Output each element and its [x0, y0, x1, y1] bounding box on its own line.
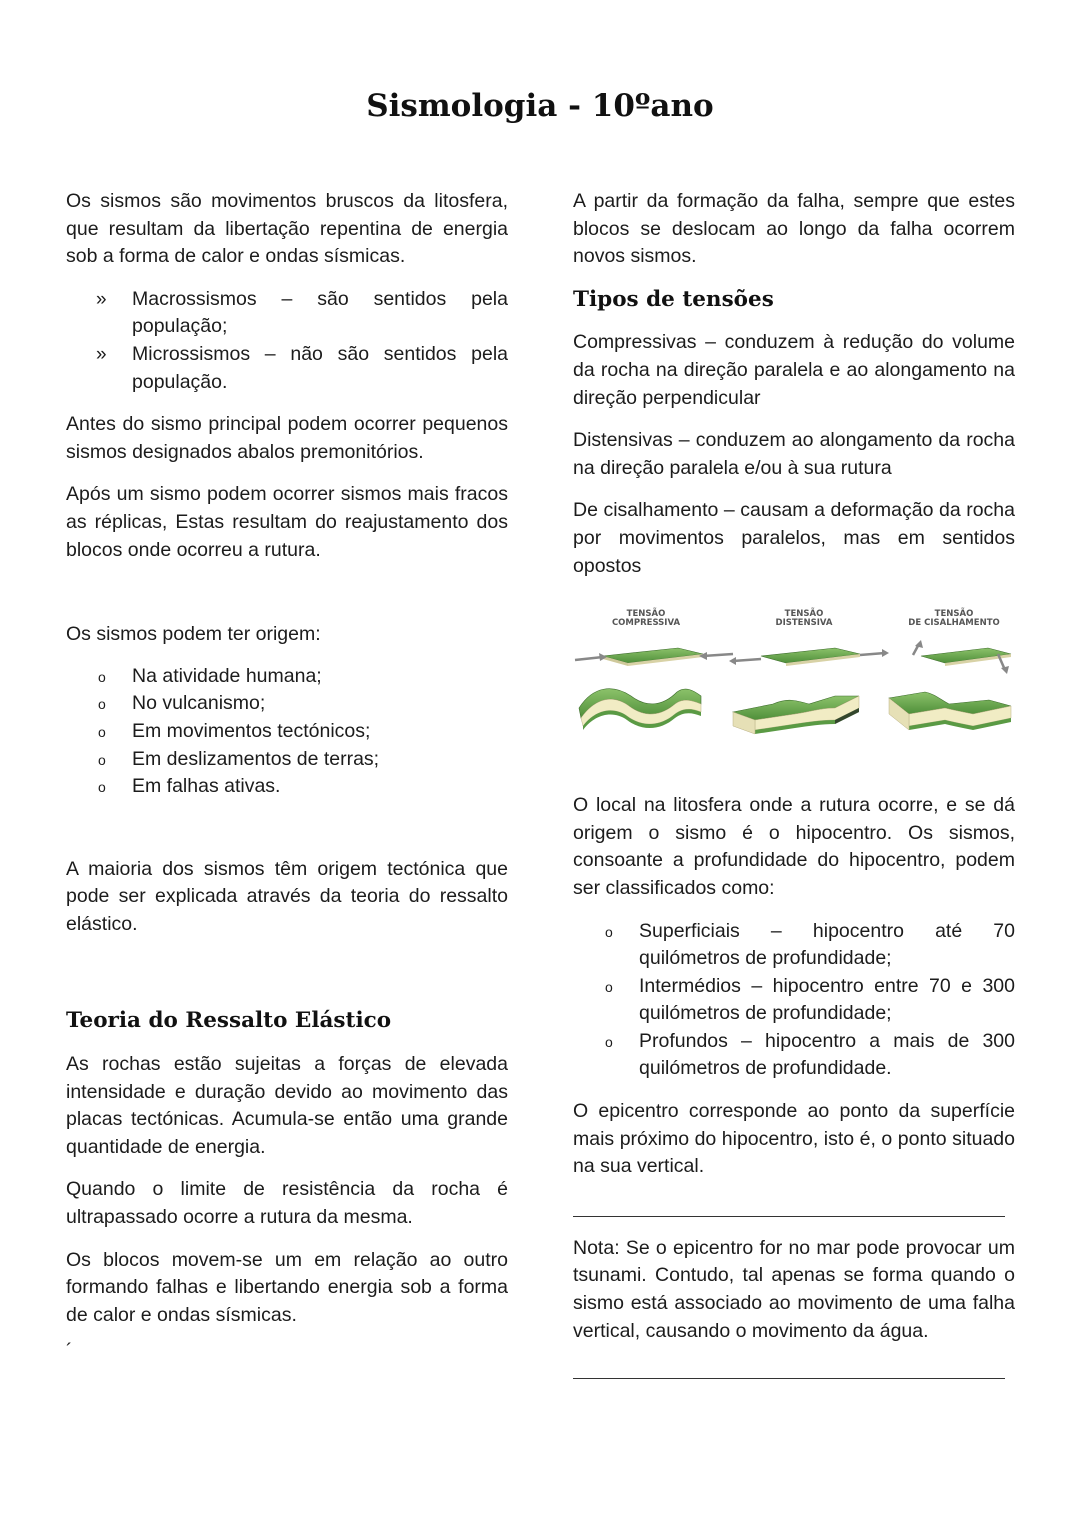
- blocks-paragraph: Os blocos movem-se um em relação ao outro formando falhas e libertando energia sob a forma de calor e ondas sísmicas.: [66, 1248, 508, 1326]
- list-item: o Profundos – hipocentro a mais de 300 quilómetros de profundidade.: [605, 1029, 1015, 1080]
- stray-mark: ´: [66, 1341, 73, 1363]
- origin-intro: Os sismos podem ter origem:: [66, 623, 321, 646]
- list-item: o Em deslizamentos de terras;: [66, 746, 508, 774]
- label-compressive-2: COMPRESSIVA: [611, 618, 681, 629]
- tensile-paragraph: Distensivas – conduzem ao alongamento da rocha na direção paralela e/ou à sua rutura: [573, 429, 1015, 479]
- circle-bullet-icon: o: [98, 751, 106, 768]
- origin-list: [66, 663, 508, 801]
- right-column: [573, 188, 1015, 1379]
- stress-diagram: [573, 604, 1015, 744]
- circle-bullet-icon: o: [98, 779, 106, 796]
- note-paragraph: Nota: Se o epicentro for no mar pode provocar um tsunami. Contudo, tal apenas se forma quando o sismo está associado ao movimento de uma falha vertical, causando o movimento da água.: [573, 1236, 1015, 1342]
- limit-paragraph: Quando o limite de resistência da rocha é ultrapassado ocorre a rutura da mesma.: [66, 1178, 508, 1229]
- hypocenter-paragraph: O local na litosfera onde a rutura ocorre, e se dá origem o sismo é o hipocentro. Os sismos, consoante a profundidade do hipocentro, podem ser classificados como:: [573, 794, 1015, 899]
- list-item: o Na atividade humana;: [66, 663, 508, 691]
- list-item: » Macrossismos – são sentidos pela população;: [96, 287, 508, 338]
- depth-classes-list: [573, 918, 1015, 1084]
- circle-bullet-icon: o: [98, 723, 106, 740]
- stress-types-figure: [573, 604, 1015, 744]
- list-item: o Superficiais – hipocentro até 70 quilómetros de profundidade;: [605, 919, 1015, 970]
- label-compressive-1: TENSÃO: [626, 609, 666, 620]
- list-item: » Microssismos – não são sentidos pela população.: [96, 342, 508, 393]
- tectonic-paragraph: A maioria dos sismos têm origem tectónica que pode ser explicada através da teoria do ressalto elástico.: [66, 857, 508, 935]
- section-heading-elastic-rebound: Teoria do Ressalto Elástico: [66, 1008, 392, 1034]
- label-tensile-1: TENSÃO: [784, 609, 824, 620]
- shear-block: [913, 640, 1011, 674]
- magnitude-list: [66, 286, 508, 396]
- circle-bullet-icon: o: [605, 978, 613, 995]
- tensile-fold: [733, 696, 859, 734]
- list-item: o Intermédios – hipocentro entre 70 e 300 quilómetros de profundidade;: [605, 974, 1015, 1025]
- circle-bullet-icon: o: [605, 923, 613, 940]
- fault-formation-paragraph: A partir da formação da falha, sempre que estes blocos se deslocam ao longo da falha ocorrem novos sismos.: [573, 190, 1015, 268]
- label-shear-1: TENSÃO: [934, 609, 974, 620]
- list-item: o Em falhas ativas.: [66, 773, 508, 801]
- chevron-bullet-icon: »: [96, 288, 107, 310]
- compressive-block: [575, 648, 733, 666]
- premonitory-paragraph: Antes do sismo principal podem ocorrer pequenos sismos designados abalos premonitórios.: [66, 413, 508, 463]
- shear-fold: [889, 692, 1011, 730]
- chevron-bullet-icon: »: [96, 343, 107, 365]
- list-item: o No vulcanismo;: [66, 690, 508, 718]
- label-tensile-2: DISTENSIVA: [775, 618, 833, 629]
- compressive-paragraph: Compressivas – conduzem à redução do volume da rocha na direção paralela e ao alongamento na direção perpendicular: [573, 331, 1015, 409]
- circle-bullet-icon: o: [98, 668, 106, 685]
- section-heading-stress-types: Tipos de tensões: [573, 286, 774, 312]
- intro-paragraph: Os sismos são movimentos bruscos da litosfera, que resultam da libertação repentina de energia sob a forma de calor e ondas sísmicas.: [66, 190, 508, 268]
- left-column: [66, 188, 508, 1366]
- label-shear-2: DE CISALHAMENTO: [908, 618, 1000, 629]
- aftershock-paragraph: Após um sismo podem ocorrer sismos mais fracos as réplicas, Estas resultam do reajustamento dos blocos onde ocorreu a rutura.: [66, 483, 508, 561]
- circle-bullet-icon: o: [605, 1033, 613, 1050]
- page-title: Sismologia - 10ºano: [366, 88, 714, 124]
- compressive-fold: [579, 689, 701, 730]
- circle-bullet-icon: o: [98, 696, 106, 713]
- list-item: o Em movimentos tectónicos;: [66, 718, 508, 746]
- tensile-block: [729, 648, 889, 666]
- rocks-paragraph: As rochas estão sujeitas a forças de elevada intensidade e duração devido ao movimento das placas tectónicas. Acumula-se então uma grande quantidade de energia.: [66, 1053, 508, 1158]
- divider-bottom: [573, 1378, 1005, 1379]
- epicenter-paragraph: O epicentro corresponde ao ponto da superfície mais próximo do hipocentro, isto é, o ponto situado na sua vertical.: [573, 1100, 1015, 1178]
- shear-paragraph: De cisalhamento – causam a deformação da rocha por movimentos paralelos, mas em sentidos opostos: [573, 499, 1015, 577]
